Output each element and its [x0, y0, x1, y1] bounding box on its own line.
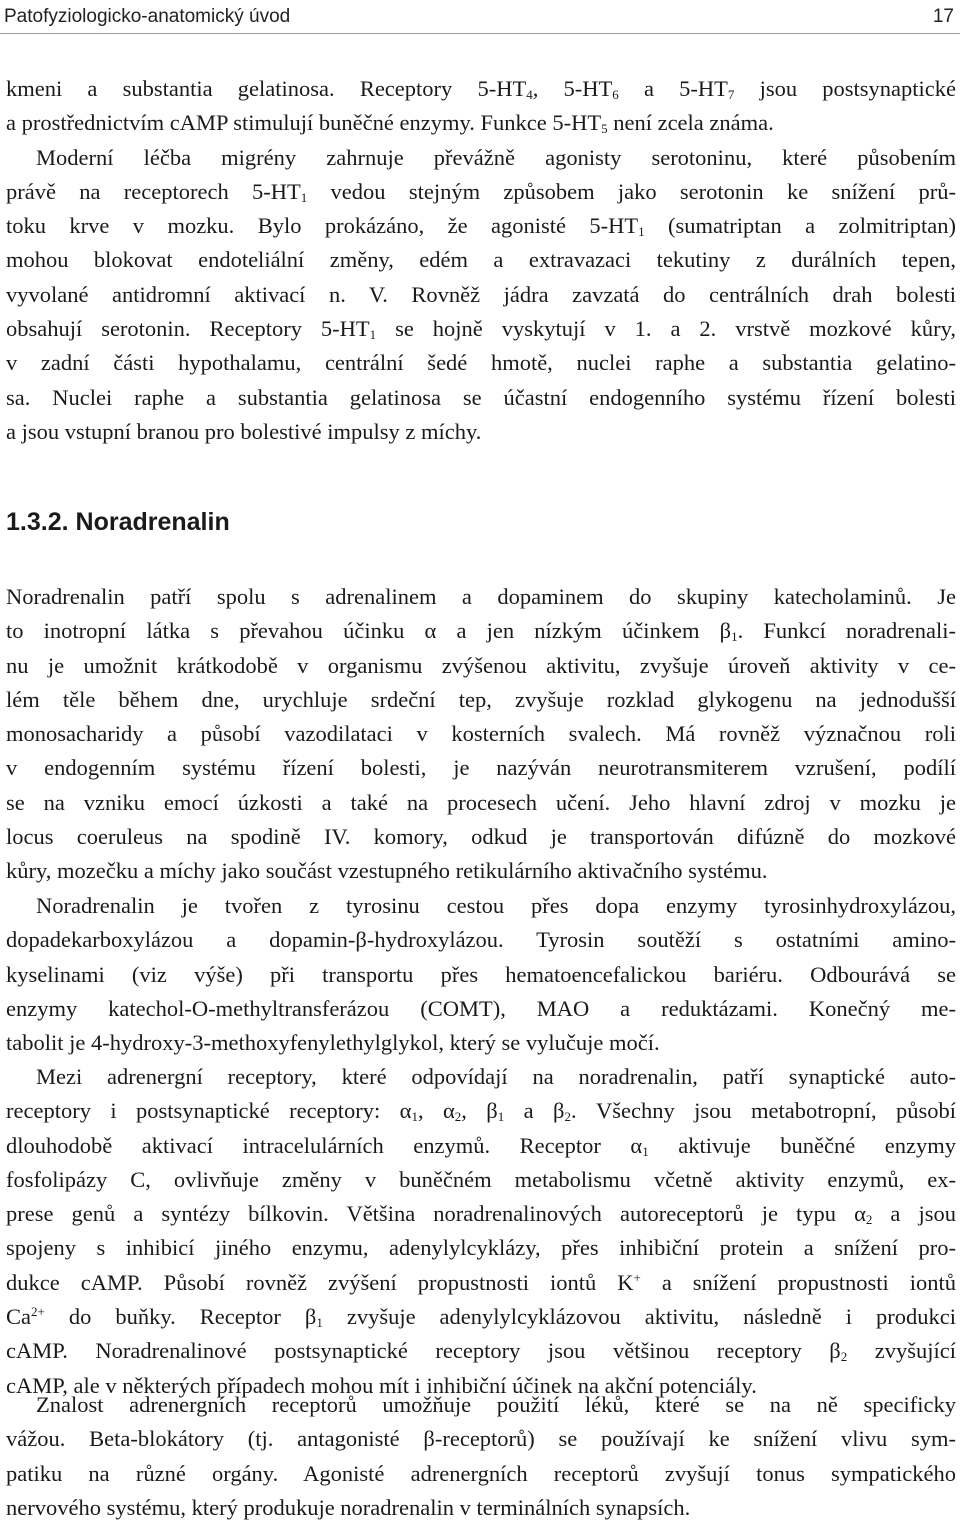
text-line: enzymy katechol-O-methyltransferázou (COMT), MAO a reduktázami. Konečný me- — [6, 995, 956, 1021]
text-line: v endogenním systému řízení bolesti, je nazýván neurotransmiterem vzrušení, podílí — [6, 755, 956, 781]
header-divider — [0, 33, 960, 34]
paragraph-synthesis — [6, 889, 956, 1060]
text-line: obsahují serotonin. Receptory $5-HT_1$ se hojně vyskytují v 1. a 2. vrstvě mozkové kůry, — [6, 316, 956, 343]
text-line: kmeni a substantia gelatinosa. Receptory $5-HT_4$, $5-HT_6$ a $5-HT_7$ jsou postsynaptické — [6, 76, 956, 102]
section-title: Noradrenalin — [75, 508, 230, 536]
text-line: tabolit je 4-hydroxy-3-methoxyfenylethylglykol, který se vylučuje močí. — [6, 1030, 660, 1056]
paragraph-serotonin-continued — [6, 72, 956, 449]
text-line: vyvolané antidromní aktivací n. V. Rovněž jádra zavzatá do centrálních drah bolesti — [6, 281, 956, 307]
text-line: v zadní části hypothalamu, centrální šedé hmotě, nuclei raphe a substantia gelatino- — [6, 350, 956, 376]
text-line: a prostřednictvím cAMP stimulují buněčné enzymy. Funkce $5-HT_5$ není zcela známa. — [6, 110, 774, 137]
text-line: se na vzniku emocí úzkosti a také na procesech učení. Jeho hlavní zdroj v mozku je — [6, 789, 956, 815]
text-line: locus coeruleus na spodině IV. komory, odkud je transportován difúzně do mozkové — [6, 824, 956, 850]
running-header-title: Patofyziologicko-anatomický úvod — [4, 5, 291, 27]
text-line: cAMP, ale v některých případech mohou mít i inhibiční účinek na akční potenciály. — [6, 1372, 757, 1398]
text-line: cAMP. Noradrenalinové postsynaptické receptory jsou většinou receptory $\beta_2$ zvyšující — [6, 1338, 956, 1365]
text-line: to inotropní látka s převahou účinku α a jen nízkým účinkem $\beta_1$. Funkcí noradrenali- — [6, 618, 956, 645]
text-line: nervového systému, který produkuje noradrenalin v terminálních synapsích. — [6, 1494, 691, 1520]
text-line: nu je umožnit krátkodobě v organismu zvýšenou aktivitu, zvyšuje úroveň aktivity v ce- — [6, 652, 956, 678]
text-line: monosacharidy a působí vazodilataci v kosterních svalech. Má rovněž význačnou roli — [6, 721, 956, 747]
text-line: mohou blokovat endoteliální změny, edém a extravazaci tekutiny z durálních tepen, — [6, 247, 956, 273]
page-number: 17 — [932, 5, 954, 27]
text-line: lém těle během dne, urychluje srdeční tep, zvyšuje rozklad glykogenu na jednodušší — [6, 686, 956, 712]
section-heading — [6, 508, 230, 537]
text-line: patiku na různé orgány. Agonisté adrenergních receptorů zvyšují tonus sympatického — [6, 1460, 956, 1486]
text-line: dopadekarboxylázou a dopamin-β-hydroxylázou. Tyrosin soutěží s ostatními amino- — [6, 927, 956, 953]
section-number: 1.3.2. — [6, 508, 69, 536]
text-line: prese genů a syntézy bílkovin. Většina noradrenalinových autoreceptorů je typu $\alpha_2$ a jsou — [6, 1201, 956, 1228]
text-line: vážou. Beta-blokátory (tj. antagonisté β-receptorů) se používají ke snížení vlivu sym- — [6, 1426, 956, 1452]
running-header — [4, 0, 954, 33]
text-line: Mezi adrenergní receptory, které odpovídají na noradrenalin, patří synaptické auto- — [36, 1064, 956, 1089]
text-line: Moderní léčba migrény zahrnuje převážně agonisty serotoninu, které působením — [36, 144, 956, 170]
text-line: sa. Nuclei raphe a substantia gelatinosa se účastní endogenního systému řízení bolesti — [6, 384, 956, 410]
text-line: $Ca^{2+}$ do buňky. Receptor $\beta_1$ zvyšuje adenylylcyklázovou aktivitu, následně i produkci — [6, 1304, 956, 1331]
text-line: právě na receptorech $5-HT_1$ vedou stejným způsobem jako serotonin ke snížení prů- — [6, 178, 956, 205]
paragraph-noradrenalin-intro — [6, 580, 956, 889]
text-line: Noradrenalin patří spolu s adrenalinem a dopaminem do skupiny katecholaminů. Je — [6, 584, 956, 609]
text-line: toku krve v mozku. Bylo prokázáno, že agonisté $5-HT_1$ (sumatriptan a zolmitriptan) — [6, 213, 956, 240]
text-line: receptory i postsynaptické receptory: $\alpha_1$, $\alpha_2$, $\beta_1$ a $\beta_2$. Všechny jsou metabotropní, působí — [6, 1098, 956, 1125]
text-line: Noradrenalin je tvořen z tyrosinu cestou přes dopa enzymy tyrosinhydroxylázou, — [36, 893, 956, 918]
text-line: fosfolipázy C, ovlivňuje změny v buněčném metabolismu včetně aktivity enzymů, ex- — [6, 1166, 956, 1192]
text-line: spojeny s inhibicí jiného enzymu, adenylylcyklázy, přes inhibiční protein a snížení pro- — [6, 1235, 956, 1261]
text-line: dukce cAMP. Působí rovněž zvýšení propustnosti iontů K+ a snížení propustnosti iontů — [6, 1269, 956, 1295]
paragraph-clinical — [6, 1388, 956, 1525]
text-line: Znalost adrenergních receptorů umožňuje použití léků, které se na ně specificky — [36, 1392, 956, 1417]
paragraph-receptors — [6, 1060, 956, 1403]
text-line: kůry, mozečku a míchy jako součást vzestupného retikulárního aktivačního systému. — [6, 858, 768, 884]
text-line: kyselinami (viz výše) při transportu přes hematoencefalickou bariéru. Odbourává se — [6, 961, 956, 987]
text-line: dlouhodobě aktivací intracelulárních enzymů. Receptor $\alpha_1$ aktivuje buněčné enzymy — [6, 1132, 956, 1159]
text-line: a jsou vstupní branou pro bolestivé impulsy z míchy. — [6, 418, 482, 444]
